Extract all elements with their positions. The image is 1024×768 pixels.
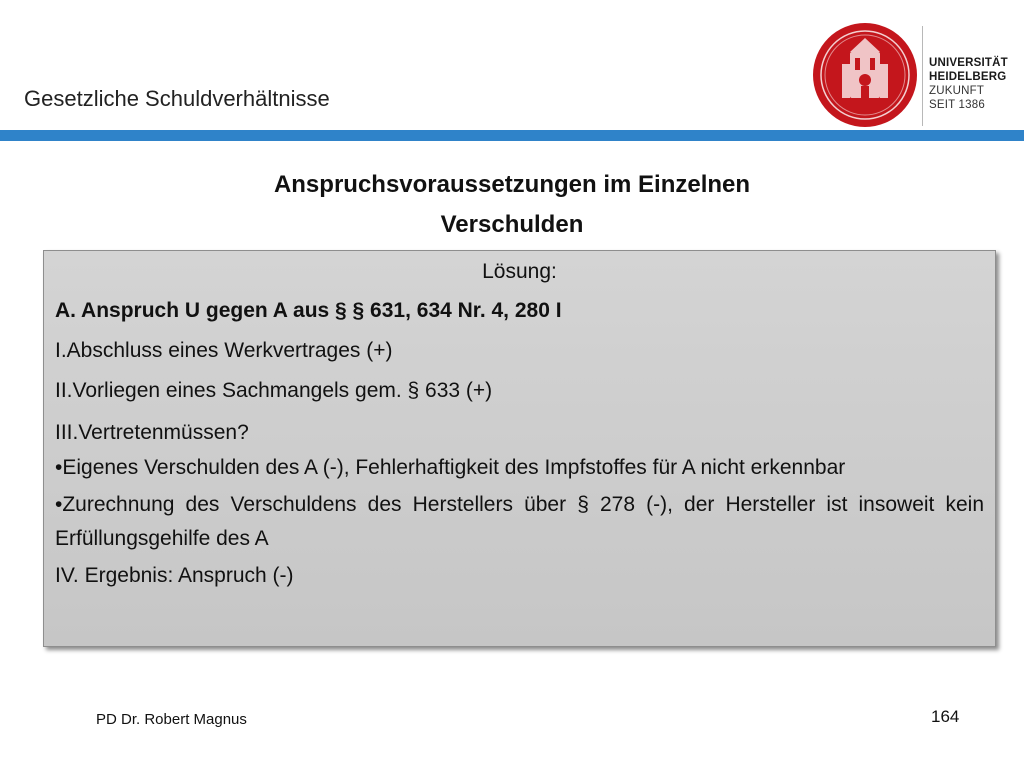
solution-heading: Lösung: (482, 260, 557, 283)
bullet-attribution: •Zurechnung des Verschuldens des Herstellers über § 278 (-), der Hersteller ist insoweit kein Erfüllungsgehilfe des A (55, 493, 984, 550)
page-number: 164 (931, 707, 960, 726)
claim-line: A. Anspruch U gegen A aus § § 631, 634 Nr. 4, 280 I (55, 299, 562, 322)
logo-line-4: SEIT 1386 (929, 99, 985, 111)
university-seal-icon (812, 22, 918, 128)
slide-subtitle: Verschulden (440, 211, 584, 238)
footer-author: PD Dr. Robert Magnus (96, 711, 247, 728)
logo-wordmark (929, 56, 1008, 112)
slide-title: Anspruchsvoraussetzungen im Einzelnen (273, 171, 751, 198)
logo-line-3: ZUKUNFT (929, 85, 985, 97)
item-responsibility: III.Vertretenmüssen? (55, 421, 249, 444)
logo-line-2: HEIDELBERG (929, 71, 1007, 83)
logo-line-1: UNIVERSITÄT (929, 57, 1008, 69)
item-defect: II.Vorliegen eines Sachmangels gem. § 633 (+) (55, 379, 493, 402)
bullet-own-fault: •Eigenes Verschulden des A (-), Fehlerhaftigkeit des Impfstoffes für A nicht erkennbar (55, 456, 846, 479)
logo-divider (922, 26, 923, 126)
item-contract: I.Abschluss eines Werkvertrages (+) (55, 339, 393, 362)
header-title: Gesetzliche Schuldverhältnisse (24, 86, 330, 111)
university-logo (812, 22, 1012, 132)
header-accent-bar (0, 130, 1024, 141)
result-line: IV. Ergebnis: Anspruch (-) (55, 564, 294, 587)
content-box (43, 250, 996, 647)
